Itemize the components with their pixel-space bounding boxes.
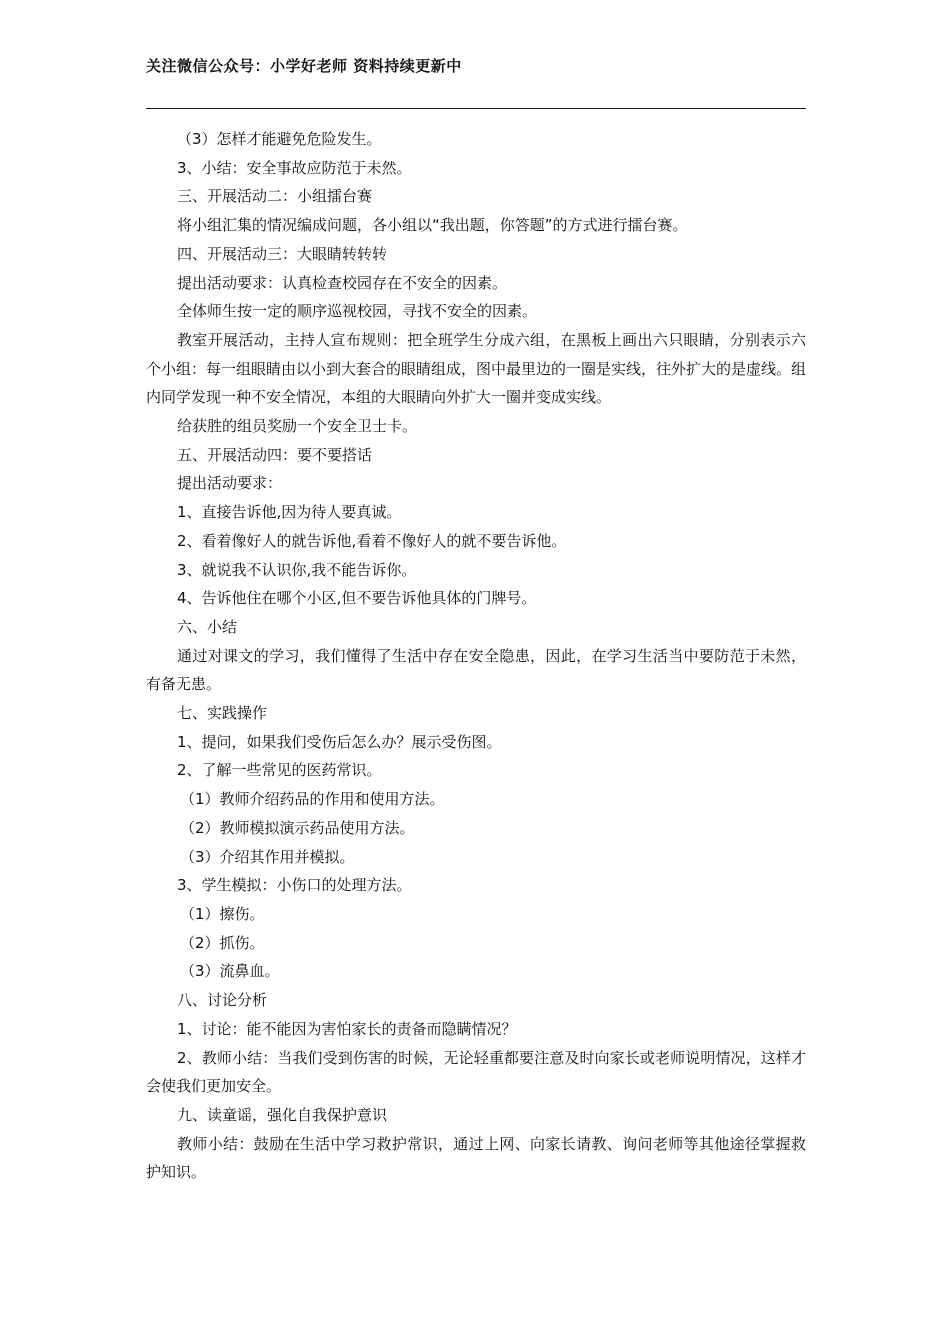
sub-list-item: （1）教师介绍药品的作用和使用方法。 <box>180 790 445 809</box>
list-item: 4、告诉他住在哪个小区,但不要告诉他具体的门牌号。 <box>177 589 537 608</box>
sub-list-item: （3）介绍其作用并模拟。 <box>180 847 355 866</box>
list-item: 2、看着像好人的就告诉他,看着不像好人的就不要告诉他。 <box>177 531 567 550</box>
paragraph: 提出活动要求： <box>177 474 283 493</box>
section-heading: 五、开展活动四：要不要搭话 <box>177 445 373 464</box>
list-item: 1、讨论：能不能因为害怕家长的责备而隐瞒情况？ <box>177 1019 517 1038</box>
paragraph: 通过对课文的学习，我们懂得了生活中存在安全隐患，因此，在学习生活当中要防范于未然，有备无患。 <box>146 646 806 694</box>
section-heading: 三、开展活动二：小组擂台赛 <box>177 187 373 206</box>
section-heading: 四、开展活动三：大眼睛转转转 <box>177 244 388 263</box>
paragraph: 3、小结：安全事故应防范于未然。 <box>177 158 412 177</box>
list-item: 2、教师小结：当我们受到伤害的时候，无论轻重都要注意及时向家长或老师说明情况，这样才会使我们更加安全。 <box>146 1048 806 1096</box>
section-heading: 九、读童谣，强化自我保护意识 <box>177 1105 388 1124</box>
list-item: 3、学生模拟：小伤口的处理方法。 <box>177 876 412 895</box>
paragraph: 提出活动要求：认真检查校园存在不安全的因素。 <box>177 273 508 292</box>
paragraph: 将小组汇集的情况编成问题，各小组以“我出题，你答题”的方式进行擂台赛。 <box>177 216 688 235</box>
paragraph: （3）怎样才能避免危险发生。 <box>177 130 382 148</box>
sub-list-item: （2）教师模拟演示药品使用方法。 <box>180 818 415 837</box>
sub-list-item: （1）擦伤。 <box>180 904 265 923</box>
list-item: 2、了解一些常见的医药常识。 <box>177 761 382 780</box>
paragraph: 给获胜的组员奖励一个安全卫士卡。 <box>177 417 418 436</box>
paragraph: 教室开展活动，主持人宣布规则：把全班学生分成六组，在黑板上画出六只眼睛，分别表示六个小组：每一组眼睛由以小到大套合的眼睛组成，图中最里边的一圈是实线，往外扩大的是虚线。组内同学发现一种不安全情况，本组的大眼睛向外扩大一圈并变成实线。 <box>146 330 807 407</box>
document-body <box>146 125 806 1187</box>
page-header: 关注微信公众号：小学好老师 资料持续更新中 <box>146 57 462 75</box>
section-heading: 八、讨论分析 <box>177 991 268 1010</box>
list-item: 1、提问，如果我们受伤后怎么办？展示受伤图。 <box>177 732 502 751</box>
header-divider <box>146 108 806 109</box>
sub-list-item: （3）流鼻血。 <box>180 962 280 981</box>
section-heading: 六、小结 <box>177 617 238 636</box>
section-heading: 七、实践操作 <box>177 704 268 723</box>
sub-list-item: （2）抓伤。 <box>180 933 265 952</box>
paragraph: 全体师生按一定的顺序巡视校园，寻找不安全的因素。 <box>177 302 538 321</box>
list-item: 1、直接告诉他,因为待人要真诚。 <box>177 503 402 522</box>
list-item: 3、就说我不认识你,我不能告诉你。 <box>177 560 417 579</box>
paragraph: 教师小结：鼓励在生活中学习救护常识，通过上网、向家长请教、询问老师等其他途径掌握救护知识。 <box>146 1134 806 1182</box>
